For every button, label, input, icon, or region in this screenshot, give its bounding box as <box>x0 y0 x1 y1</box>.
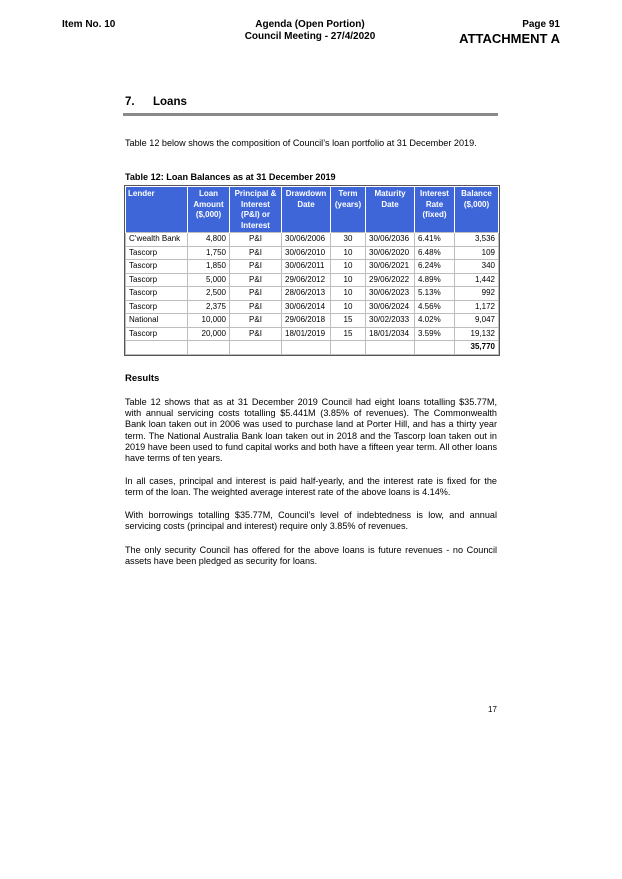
section-divider <box>123 113 498 116</box>
table-row <box>126 273 499 287</box>
cell-rate: 6.48% <box>415 246 455 260</box>
agenda-title: Agenda (Open Portion) <box>255 19 365 30</box>
section-number: 7. <box>125 96 135 108</box>
cell-term: 15 <box>331 314 366 328</box>
cell-term: 10 <box>331 246 366 260</box>
agenda-header <box>230 19 390 43</box>
cell-lender: Tascorp <box>126 287 188 301</box>
cell-amount: 1,850 <box>188 260 230 274</box>
cell-type: P&I <box>230 327 282 341</box>
cell-lender: Tascorp <box>126 300 188 314</box>
cell-term: 30 <box>331 233 366 247</box>
cell-maturity: 30/02/2033 <box>366 314 415 328</box>
cell-lender: National <box>126 314 188 328</box>
total-balance: 35,770 <box>455 341 499 355</box>
col-header-type: Principal & Interest (P&I) or Interest <box>230 187 282 233</box>
cell-rate: 4.89% <box>415 273 455 287</box>
cell-amount: 20,000 <box>188 327 230 341</box>
total-blank-cell <box>366 341 415 355</box>
cell-rate: 6.24% <box>415 260 455 274</box>
results-paragraph: Table 12 shows that as at 31 December 2019 Council had eight loans totalling $35.77M, with annual servicing costs totalling $5.441M (3.85% of revenues). The Commonwealth Bank loan taken out in 2006 was used to purchase land at Porter Hill, and has a thirty year term. The National Australia Bank loan taken out in 2018 and the Tascorp loan taken out in 2019 have been used to fund capital works and both have a fifteen year term. All other loans have terms of ten years. <box>125 397 497 464</box>
cell-type: P&I <box>230 246 282 260</box>
cell-balance: 1,172 <box>455 300 499 314</box>
col-header-lender: Lender <box>126 187 188 233</box>
cell-type: P&I <box>230 233 282 247</box>
table-header-row <box>126 187 499 233</box>
cell-drawdown: 30/06/2014 <box>282 300 331 314</box>
cell-maturity: 30/06/2021 <box>366 260 415 274</box>
total-blank-cell <box>282 341 331 355</box>
cell-amount: 2,375 <box>188 300 230 314</box>
col-header-drawdown: Drawdown Date <box>282 187 331 233</box>
cell-rate: 4.02% <box>415 314 455 328</box>
cell-type: P&I <box>230 314 282 328</box>
page-number: 17 <box>488 705 497 714</box>
cell-drawdown: 28/06/2013 <box>282 287 331 301</box>
cell-amount: 2,500 <box>188 287 230 301</box>
cell-drawdown: 29/06/2018 <box>282 314 331 328</box>
cell-maturity: 30/06/2036 <box>366 233 415 247</box>
cell-lender: C’wealth Bank <box>126 233 188 247</box>
cell-type: P&I <box>230 287 282 301</box>
cell-drawdown: 30/06/2010 <box>282 246 331 260</box>
cell-balance: 3,536 <box>455 233 499 247</box>
cell-amount: 10,000 <box>188 314 230 328</box>
cell-type: P&I <box>230 260 282 274</box>
section-title <box>125 96 187 108</box>
col-header-rate: Interest Rate (fixed) <box>415 187 455 233</box>
cell-term: 10 <box>331 287 366 301</box>
total-blank-cell <box>415 341 455 355</box>
table-total-row <box>126 341 499 355</box>
table-row <box>126 287 499 301</box>
cell-balance: 19,132 <box>455 327 499 341</box>
cell-drawdown: 30/06/2006 <box>282 233 331 247</box>
total-blank-cell <box>126 341 188 355</box>
table-row <box>126 260 499 274</box>
cell-lender: Tascorp <box>126 273 188 287</box>
table-caption: Table 12: Loan Balances as at 31 December 2019 <box>125 172 336 182</box>
cell-maturity: 18/01/2034 <box>366 327 415 341</box>
attachment-label: ATTACHMENT A <box>459 31 560 46</box>
cell-lender: Tascorp <box>126 246 188 260</box>
cell-maturity: 30/06/2020 <box>366 246 415 260</box>
col-header-amount: Loan Amount ($,000) <box>188 187 230 233</box>
cell-balance: 109 <box>455 246 499 260</box>
col-header-maturity: Maturity Date <box>366 187 415 233</box>
total-blank-cell <box>230 341 282 355</box>
results-paragraph: With borrowings totalling $35.77M, Council’s level of indebtedness is low, and annual servicing costs (principal and interest) require only 3.85% of revenues. <box>125 510 497 532</box>
page-label: Page 91 <box>522 19 560 30</box>
item-number: Item No. 10 <box>62 19 116 30</box>
cell-lender: Tascorp <box>126 260 188 274</box>
cell-maturity: 30/06/2024 <box>366 300 415 314</box>
total-blank-cell <box>331 341 366 355</box>
cell-amount: 5,000 <box>188 273 230 287</box>
cell-amount: 1,750 <box>188 246 230 260</box>
page-header-right <box>459 19 560 46</box>
cell-rate: 6.41% <box>415 233 455 247</box>
cell-drawdown: 29/06/2012 <box>282 273 331 287</box>
cell-balance: 992 <box>455 287 499 301</box>
cell-type: P&I <box>230 300 282 314</box>
cell-term: 10 <box>331 260 366 274</box>
loan-balances-table <box>125 186 499 355</box>
cell-rate: 5.13% <box>415 287 455 301</box>
cell-term: 15 <box>331 327 366 341</box>
cell-type: P&I <box>230 273 282 287</box>
cell-balance: 1,442 <box>455 273 499 287</box>
total-blank-cell <box>188 341 230 355</box>
cell-term: 10 <box>331 300 366 314</box>
results-paragraph: In all cases, principal and interest is paid half-yearly, and the interest rate is fixed for the term of the loan. The weighted average interest rate of the above loans is 4.14%. <box>125 476 497 498</box>
cell-lender: Tascorp <box>126 327 188 341</box>
table-row <box>126 246 499 260</box>
results-paragraph: The only security Council has offered for the above loans is future revenues - no Council assets have been pledged as security for loans. <box>125 545 497 567</box>
cell-term: 10 <box>331 273 366 287</box>
intro-paragraph: Table 12 below shows the composition of Council’s loan portfolio at 31 December 2019. <box>125 138 477 148</box>
table-row <box>126 327 499 341</box>
cell-balance: 9,047 <box>455 314 499 328</box>
cell-drawdown: 18/01/2019 <box>282 327 331 341</box>
cell-rate: 3.59% <box>415 327 455 341</box>
col-header-balance: Balance ($,000) <box>455 187 499 233</box>
cell-drawdown: 30/06/2011 <box>282 260 331 274</box>
cell-amount: 4,800 <box>188 233 230 247</box>
section-title-text: Loans <box>153 96 187 108</box>
table-row <box>126 314 499 328</box>
col-header-term: Term (years) <box>331 187 366 233</box>
results-heading: Results <box>125 373 160 384</box>
table-row <box>126 233 499 247</box>
cell-rate: 4.56% <box>415 300 455 314</box>
cell-balance: 340 <box>455 260 499 274</box>
table-row <box>126 300 499 314</box>
cell-maturity: 29/06/2022 <box>366 273 415 287</box>
meeting-date: Council Meeting - 27/4/2020 <box>244 31 376 42</box>
cell-maturity: 30/06/2023 <box>366 287 415 301</box>
